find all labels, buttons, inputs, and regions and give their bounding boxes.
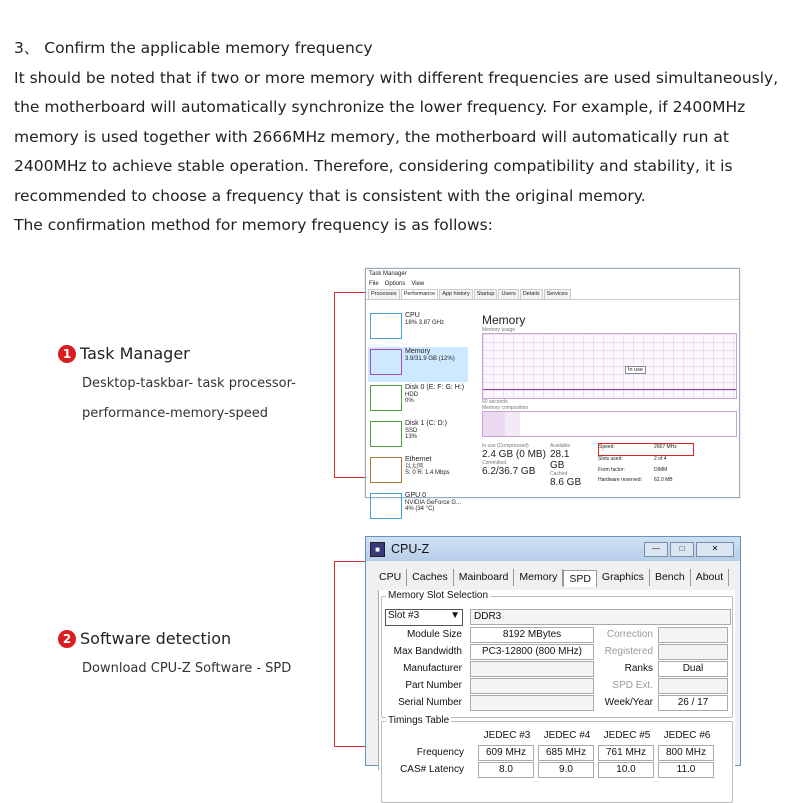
intro-line: It should be noted that if two or more memory with different frequencies are used simultaneously, (14, 68, 779, 87)
part-number-field (470, 678, 594, 694)
sidebar-item-gpu[interactable]: GPU 0 NVIDIA GeForce G... 4% (34 °C) (368, 491, 468, 526)
tab-performance[interactable]: Performance (401, 289, 439, 299)
speed-value: 2667 MHz (654, 443, 694, 456)
chevron-down-icon: ▼ (450, 610, 460, 621)
group-label: Memory Slot Selection (388, 590, 489, 601)
in-use-value: 2.4 GB (0 MB) (482, 449, 546, 460)
intro-line: recommended to choose a frequency that is consistent with the original memory. (14, 186, 646, 205)
frequency-cell: 609 MHz (478, 745, 534, 761)
section-heading: 3、 Confirm the applicable memory frequency (14, 39, 373, 57)
memory-usage-graph (482, 333, 737, 399)
panel-heading: Memory (482, 313, 526, 327)
sidebar-item-cpu[interactable]: CPU 18% 3.87 GHz (368, 311, 468, 346)
max-bandwidth-field: PC3-12800 (800 MHz) (470, 644, 594, 660)
tab-memory[interactable]: Memory (514, 569, 563, 586)
step-number-badge: 1 (58, 345, 76, 363)
timings-col-header: JEDEC #6 (663, 730, 711, 741)
timings-table-group: Timings Table JEDEC #3 JEDEC #4 JEDEC #5 JEDEC #6 Frequency 609 MHz 685 MHz 761 MHz 800 MHz CAS# Latency 8.0 9.0 10.0 11.0 (381, 721, 733, 803)
group-label: Timings Table (388, 715, 450, 726)
menu-view[interactable]: View (411, 281, 425, 287)
registered-field (658, 644, 728, 660)
spd-ext-field (658, 678, 728, 694)
tab-startup[interactable]: Startup (474, 289, 498, 299)
step-number-badge: 2 (58, 630, 76, 648)
tab-about[interactable]: About (691, 569, 729, 586)
ethernet-graph-thumbnail (370, 457, 402, 483)
frequency-cell: 800 MHz (658, 745, 714, 761)
tab-graphics[interactable]: Graphics (597, 569, 650, 586)
cpuz-logo-icon: ■ (370, 542, 385, 557)
cas-latency-cell: 8.0 (478, 762, 534, 778)
window-title: Task Manager (369, 271, 407, 277)
intro-line: 2400MHz to achieve stable operation. Therefore, considering compatibility and stability, it is (14, 157, 733, 175)
usage-label: Memory usage (482, 327, 516, 333)
tab-details[interactable]: Details (520, 289, 543, 299)
tab-processes[interactable]: Processes (368, 289, 400, 299)
cpuz-window (365, 536, 741, 775)
in-use-tooltip: In use (625, 366, 646, 374)
intro-line: memory is used together with 2666MHz memory, the motherboard will automatically run at (14, 127, 729, 146)
spd-panel (378, 590, 735, 775)
menu-file[interactable]: File (369, 281, 379, 287)
task-manager-window (365, 268, 740, 512)
manufacturer-field (470, 661, 594, 677)
resource-sidebar (368, 311, 468, 527)
maximize-button[interactable]: □ (670, 542, 694, 557)
step-description: Download CPU-Z Software - SPD (82, 661, 292, 676)
correction-field (658, 627, 728, 643)
connector-line (334, 561, 366, 747)
window-title: CPU-Z (391, 542, 430, 556)
tab-users[interactable]: Users (498, 289, 518, 299)
tab-spd[interactable]: SPD (563, 570, 597, 587)
available-value: 28.1 GB (550, 449, 570, 471)
time-span-label: 60 seconds (482, 399, 508, 405)
cached-value: 8.6 GB (550, 477, 582, 488)
close-button[interactable]: ✕ (696, 542, 734, 557)
step-title: Software detection (80, 629, 232, 648)
memory-stats: In use (Compressed) 2.4 GB (0 MB) Committed 6.2/36.7 GB Available 28.1 GB Cached 8.6 GB Speed: 2667 MHz Slots used: 2 of 4 Form factor: DIMM Hardware reserved: 62.0 MB (482, 443, 737, 488)
intro-line: the motherboard will automatically synchronize the lower frequency. For example, if 2400MHz (14, 98, 746, 116)
module-size-field: 8192 MBytes (470, 627, 594, 643)
tab-services[interactable]: Services (544, 289, 571, 299)
sidebar-item-memory[interactable]: Memory 3.9/31.9 GB (12%) (368, 347, 468, 382)
frequency-cell: 761 MHz (598, 745, 654, 761)
intro-line: The confirmation method for memory frequency is as follows: (14, 216, 493, 234)
tab-bench[interactable]: Bench (650, 569, 691, 586)
step-description: performance-memory-speed (82, 406, 268, 421)
memory-slot-group: Memory Slot Selection Slot #3 ▼ DDR3 Module Size 8192 MBytes Max Bandwidth PC3-12800 (800 MHz) Manufacturer Part Number Serial Number Correction Registered Ranks Dual SPD Ext. Week/Year 26 / 17 (381, 596, 733, 718)
serial-number-field (470, 695, 594, 711)
memory-properties: Speed: 2667 MHz Slots used: 2 of 4 Form factor: DIMM Hardware reserved: 62.0 MB (598, 443, 694, 488)
step-task-manager (58, 344, 296, 429)
memory-type-field: DDR3 (470, 609, 731, 625)
minimize-button[interactable]: — (644, 542, 668, 557)
composition-label: Memory composition (482, 405, 529, 411)
menu-options[interactable]: Options (384, 281, 406, 287)
step-software-detection (58, 629, 291, 684)
memory-composition-bar (482, 411, 737, 437)
usage-line (483, 389, 736, 390)
timings-col-header: JEDEC #4 (543, 730, 591, 741)
disk-graph-thumbnail (370, 385, 402, 411)
cas-latency-cell: 10.0 (598, 762, 654, 778)
intro-text (14, 34, 794, 241)
timings-col-header: JEDEC #5 (603, 730, 651, 741)
tab-mainboard[interactable]: Mainboard (454, 569, 515, 586)
step-description: Desktop-taskbar- task processor- (82, 376, 296, 391)
week-year-field: 26 / 17 (658, 695, 728, 711)
connector-line (334, 292, 366, 478)
cas-latency-cell: 9.0 (538, 762, 594, 778)
committed-value: 6.2/36.7 GB (482, 466, 536, 477)
window-titlebar (366, 537, 740, 561)
sidebar-item-ethernet[interactable]: Ethernet 以太网 S: 0 R: 1.4 Mbps (368, 455, 468, 490)
tab-cpu[interactable]: CPU (374, 569, 407, 586)
timings-col-header: JEDEC #3 (483, 730, 531, 741)
tab-bar (366, 289, 739, 300)
sidebar-item-disk1[interactable]: Disk 1 (C: D:) SSD 13% (368, 419, 468, 454)
disk-graph-thumbnail (370, 421, 402, 447)
slot-select[interactable]: Slot #3 ▼ (385, 609, 463, 626)
menu-bar (366, 280, 739, 289)
ranks-field: Dual (658, 661, 728, 677)
memory-graph-thumbnail (370, 349, 402, 375)
tab-app-history[interactable]: App history (439, 289, 473, 299)
tab-caches[interactable]: Caches (407, 569, 454, 586)
gpu-graph-thumbnail (370, 493, 402, 519)
cpu-graph-thumbnail (370, 313, 402, 339)
tab-bar (374, 569, 740, 586)
cas-latency-cell: 11.0 (658, 762, 714, 778)
frequency-cell: 685 MHz (538, 745, 594, 761)
step-title: Task Manager (80, 344, 190, 363)
sidebar-item-disk0[interactable]: Disk 0 (E: F: G: H:) HDD 0% (368, 383, 468, 418)
memory-detail-panel (482, 313, 737, 488)
